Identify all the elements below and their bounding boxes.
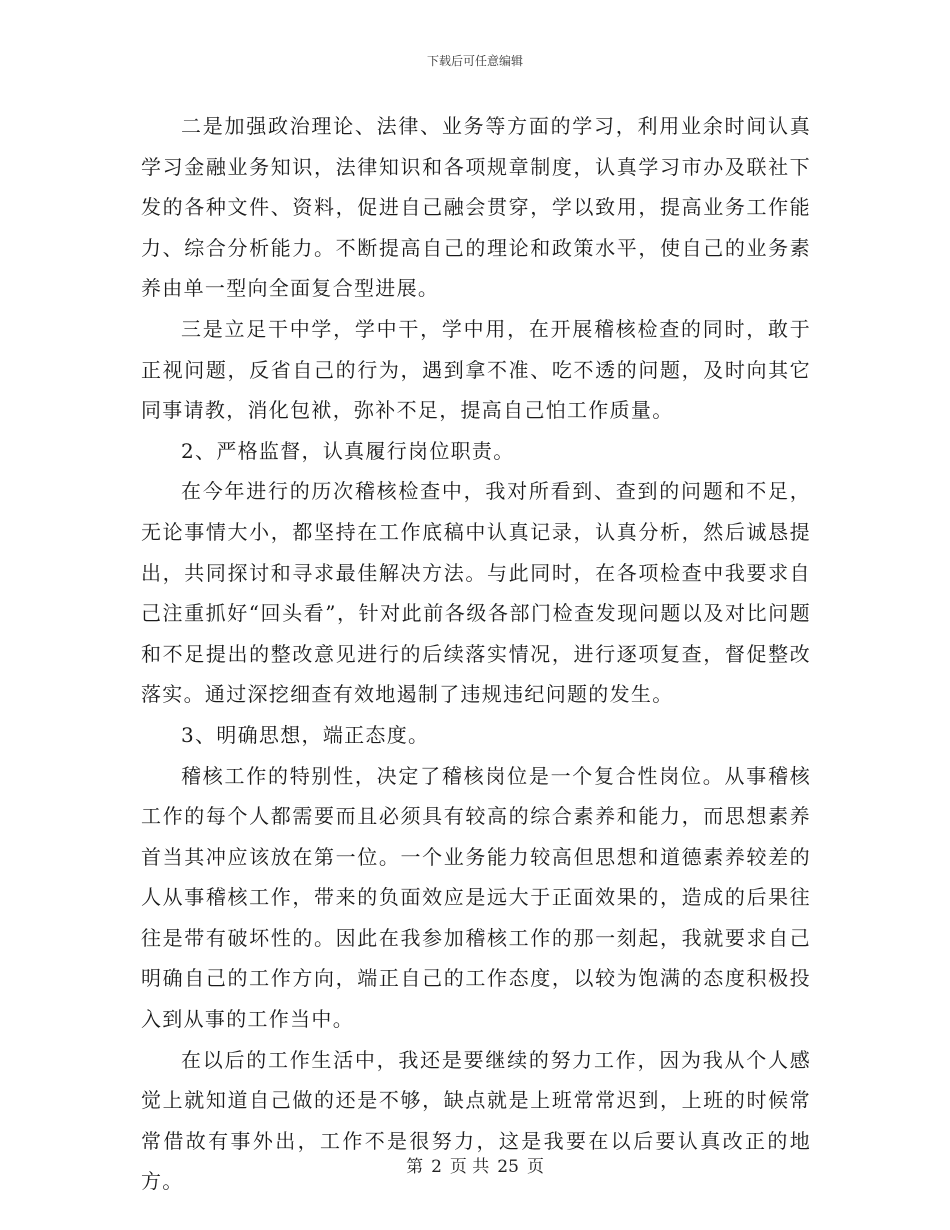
paragraph: 在今年进行的历次稽核检查中，我对所看到、查到的问题和不足，无论事情大小，都坚持在工作底稿中认真记录，认真分析，然后诚恳提出，共同探讨和寻求最佳解决方法。与此同时，在各项检查中我要求自己注重抓好“回头看”，针对此前各级各部门检查发现问题以及对比问题和不足提出的整改意见进行的后续落实情况，进行逐项复查，督促整改落实。通过深挖细查有效地遏制了违规违纪问题的发生。 xyxy=(141,479,811,707)
footer-prefix: 第 xyxy=(406,1157,424,1177)
document-body xyxy=(141,106,811,1202)
paragraph: 二是加强政治理论、法律、业务等方面的学习，利用业余时间认真学习金融业务知识，法律知识和各项规章制度，认真学习市办及联社下发的各种文件、资料，促进自己融会贯穿，学以致用，提高业务工作能力、综合分析能力。不断提高自己的理论和政策水平，使自己的业务素养由单一型向全面复合型进展。 xyxy=(141,114,811,301)
header-note: 下载后可任意编辑 xyxy=(426,54,523,68)
footer-total-pages: 25 xyxy=(497,1157,519,1177)
paragraph: 在以后的工作生活中，我还是要继续的努力工作，因为我从个人感觉上就知道自己做的还是不够，缺点就是上班常常迟到，上班的时候常常借故有事外出，工作不是很努力，这是我要在以后要认真改正的地方。 xyxy=(141,1047,811,1194)
footer-middle: 页 共 xyxy=(449,1157,490,1177)
paragraph: 三是立足干中学，学中干，学中用，在开展稽核检查的同时，敢于正视问题，反省自己的行为，遇到拿不准、吃不透的问题，及时向其它同事请教，消化包袱，弥补不足，提高自己怕工作质量。 xyxy=(141,316,811,423)
page-footer xyxy=(0,1152,950,1177)
footer-page-number: 2 xyxy=(431,1157,442,1177)
section-heading: 3、明确思想，端正态度。 xyxy=(181,722,430,747)
footer-suffix: 页 xyxy=(526,1157,544,1177)
section-heading: 2、严格监督，认真履行岗位职责。 xyxy=(181,438,515,463)
paragraph: 稽核工作的特别性，决定了稽核岗位是一个复合性岗位。从事稽核工作的每个人都需要而且必须具有较高的综合素养和能力，而思想素养首当其冲应该放在第一位。一个业务能力较高但思想和道德素养较差的人从事稽核工作，带来的负面效应是远大于正面效果的，造成的后果往往是带有破坏性的。因此在我参加稽核工作的那一刻起，我就要求自己明确自己的工作方向，端正自己的工作态度，以较为饱满的态度积极投入到从事的工作当中。 xyxy=(141,763,811,1032)
